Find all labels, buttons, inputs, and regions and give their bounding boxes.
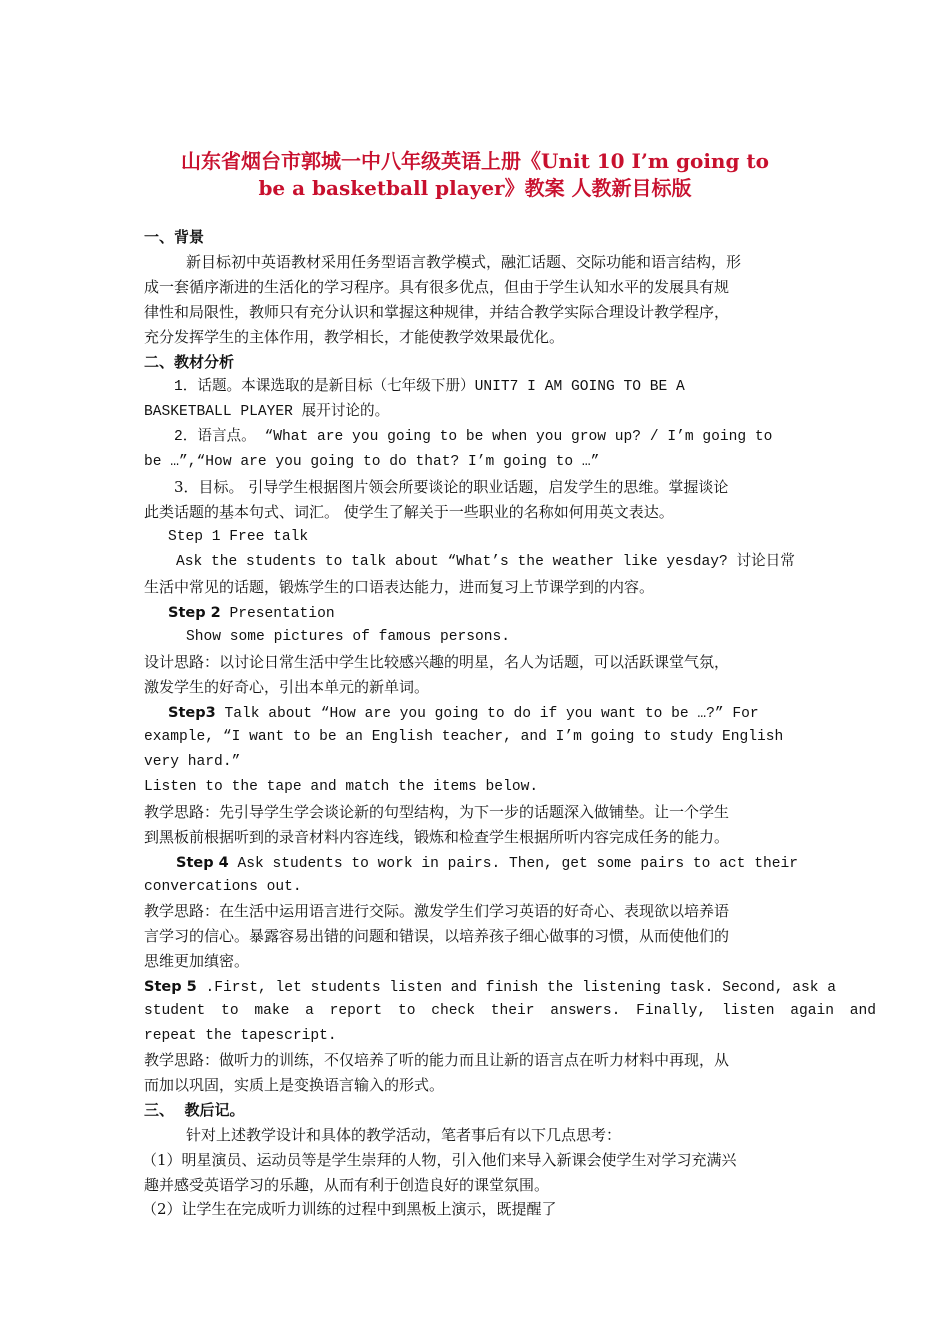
paragraph-line: Ask the students to talk about “What’s the weather like yesday? 讨论日常 bbox=[176, 554, 795, 570]
paragraph-line: very hard.” bbox=[144, 754, 241, 770]
paragraph-line: （1）明星演员、运动员等是学生崇拜的人物，引入他们来导入新课会使学生对学习充满兴 bbox=[142, 1151, 737, 1169]
section-heading-reflection: 三、 教后记。 bbox=[144, 1101, 245, 1119]
section-heading-analysis: 二、教材分析 bbox=[144, 353, 235, 371]
paragraph-line: 生活中常见的话题，锻炼学生的口语表达能力，进而复习上节课学到的内容。 bbox=[144, 578, 655, 596]
paragraph-line: （2）让学生在完成听力训练的过程中到黑板上演示，既提醒了 bbox=[142, 1200, 557, 1218]
paragraph-line: 而加以巩固，实质上是变换语言输入的形式。 bbox=[144, 1076, 445, 1094]
step-2-title: Presentation bbox=[220, 606, 335, 622]
paragraph-line: 律性和局限性，教师只有充分认识和掌握这种规律，并结合教学实际合理设计教学程序， bbox=[144, 303, 730, 321]
paragraph-line: 成一套循序渐进的生活化的学习程序。具有很多优点，但由于学生认知水平的发展具有规 bbox=[144, 278, 730, 296]
paragraph-line: 言学习的信心。暴露容易出错的问题和错误，以培养孩子细心做事的习惯，从而使他们的 bbox=[144, 927, 730, 945]
paragraph-line: 趣并感受英语学习的乐趣，从而有利于创造良好的课堂氛围。 bbox=[144, 1176, 550, 1194]
paragraph-line: Show some pictures of famous persons. bbox=[186, 629, 511, 645]
paragraph-line: Listen to the tape and match the items below. bbox=[144, 779, 539, 795]
paragraph-line: 教学思路：先引导学生学会谈论新的句型结构，为下一步的话题深入做铺垫。让一个学生 bbox=[144, 803, 730, 821]
paragraph-line: 充分发挥学生的主体作用，教学相长，才能使教学效果最优化。 bbox=[144, 328, 565, 346]
paragraph-line: BASKETBALL PLAYER 展开讨论的。 bbox=[144, 404, 390, 420]
title-line-1: 山东省烟台市郭城一中八年级英语上册《Unit 10 I’m going to bbox=[180, 149, 769, 173]
section-heading-background: 一、背景 bbox=[144, 228, 205, 246]
paragraph-line: 设计思路：以讨论日常生活中学生比较感兴趣的明星，名人为话题，可以活跃课堂气氛， bbox=[144, 653, 730, 671]
paragraph-line: repeat the tapescript. bbox=[144, 1028, 337, 1044]
step-5-label: Step 5 bbox=[144, 979, 197, 995]
paragraph-line: 此类话题的基本句式、词汇。 使学生了解关于一些职业的名称如何用英文表达。 bbox=[144, 503, 674, 521]
paragraph-line: 针对上述教学设计和具体的教学活动，笔者事后有以下几点思考： bbox=[186, 1126, 622, 1144]
step-1-label: Step 1 Free talk bbox=[168, 529, 309, 545]
paragraph-line: 教学思路：做听力的训练，不仅培养了听的能力而且让新的语言点在听力材料中再现，从 bbox=[144, 1051, 730, 1069]
paragraph-line: student to make a report to check their answers. Finally, listen again and bbox=[144, 1003, 877, 1019]
paragraph-line: 3．目标。 引导学生根据图片领会所要谈论的职业话题，启发学生的思维。掌握谈论 bbox=[174, 478, 729, 496]
paragraph-line: example, “I want to be an English teacher, and I’m going to study English bbox=[144, 729, 784, 745]
step-3-label: Step3 bbox=[168, 705, 216, 721]
paragraph-line: Ask students to work in pairs. Then, get some pairs to act their bbox=[228, 856, 798, 872]
step-4-label: Step 4 bbox=[176, 855, 229, 871]
paragraph-line: 教学思路：在生活中运用语言进行交际。激发学生们学习英语的好奇心、表现欲以培养语 bbox=[144, 902, 730, 920]
paragraph-line: 1．话题。本课选取的是新目标（七年级下册）UNIT7 I AM GOING TO BE A bbox=[174, 379, 685, 395]
paragraph-line: 新目标初中英语教材采用任务型语言教学模式，融汇话题、交际功能和语言结构，形 bbox=[186, 253, 742, 271]
paragraph-line: Talk about “How are you going to do if you want to be …?” For bbox=[215, 706, 759, 722]
title-line-2: be a basketball player》教案 人教新目标版 bbox=[258, 176, 692, 200]
paragraph-line: convercations out. bbox=[144, 879, 302, 895]
paragraph-line: 思维更加缜密。 bbox=[144, 952, 250, 970]
paragraph-line: 激发学生的好奇心，引出本单元的新单词。 bbox=[144, 678, 430, 696]
paragraph-line: 2．语言点。 “What are you going to be when you grow up? / I’m going to bbox=[174, 429, 773, 445]
paragraph-line: 到黑板前根据听到的录音材料内容连线，锻炼和检查学生根据所听内容完成任务的能力。 bbox=[144, 828, 730, 846]
document-title bbox=[120, 148, 830, 202]
step-2-label: Step 2 bbox=[168, 605, 221, 621]
paragraph-line: be …”,“How are you going to do that? I’m going to …” bbox=[144, 454, 600, 470]
paragraph-line: .First, let students listen and finish the listening task. Second, ask a bbox=[196, 980, 837, 996]
